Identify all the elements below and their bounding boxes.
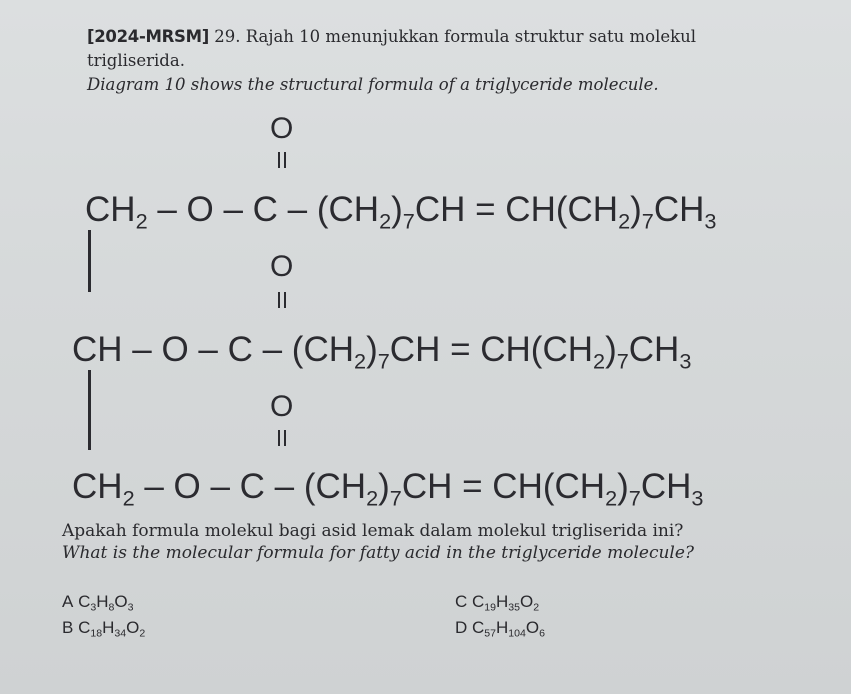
carbonyl-oxygen-2: O [270,250,294,283]
question-line-2: trigliserida. [87,51,185,70]
option-d[interactable]: D $C_{57}H_{104}O_6$ [455,618,545,640]
prompt-malay: Apakah formula molekul bagi asid lemak dalam molekul trigliserida ini? [62,521,684,541]
backbone-bond-upper [88,230,91,292]
question-tag: [2024-MRSM] [87,27,209,46]
option-c[interactable]: C $C_{19}H_{35}O_2$ [455,592,540,614]
formula-row-2: CH – $O - C - (CH_2)_7CH = CH(CH_2)_7CH_3$ [72,330,692,374]
option-formula: $C_{57}H_{104}O_6$ [472,618,545,640]
option-formula: $C_{18}H_{34}O_2$ [78,618,146,640]
question-line-3-english: Diagram 10 shows the structural formula of a triglyceride molecule. [87,75,659,94]
carbonyl-oxygen-3: O [270,390,294,423]
prompt-english: What is the molecular formula for fatty acid in the triglyceride molecule? [62,543,695,563]
question-number-text: 29. Rajah 10 menunjukkan formula struktur satu molekul [214,27,697,46]
option-formula: $C_3H_8O_3$ [78,592,134,614]
double-bond-1 [278,152,286,168]
double-bond-2 [278,292,286,308]
formula-row-3: $CH_2 - O - C - (CH_2)_7CH = CH(CH_2)_7CH_3$ [72,467,704,511]
option-b[interactable]: B $C_{18}H_{34}O_2$ [62,618,146,640]
carbonyl-oxygen-1: O [270,112,294,145]
double-bond-3 [278,430,286,446]
backbone-bond-lower [88,370,91,450]
option-a[interactable]: A $C_3H_8O_3$ [62,592,134,614]
option-formula: $C_{19}H_{35}O_2$ [472,592,540,614]
formula-row-1: $CH_2 - O - C - (CH_2)_7CH = CH(CH_2)_7CH_3$ [85,190,717,234]
